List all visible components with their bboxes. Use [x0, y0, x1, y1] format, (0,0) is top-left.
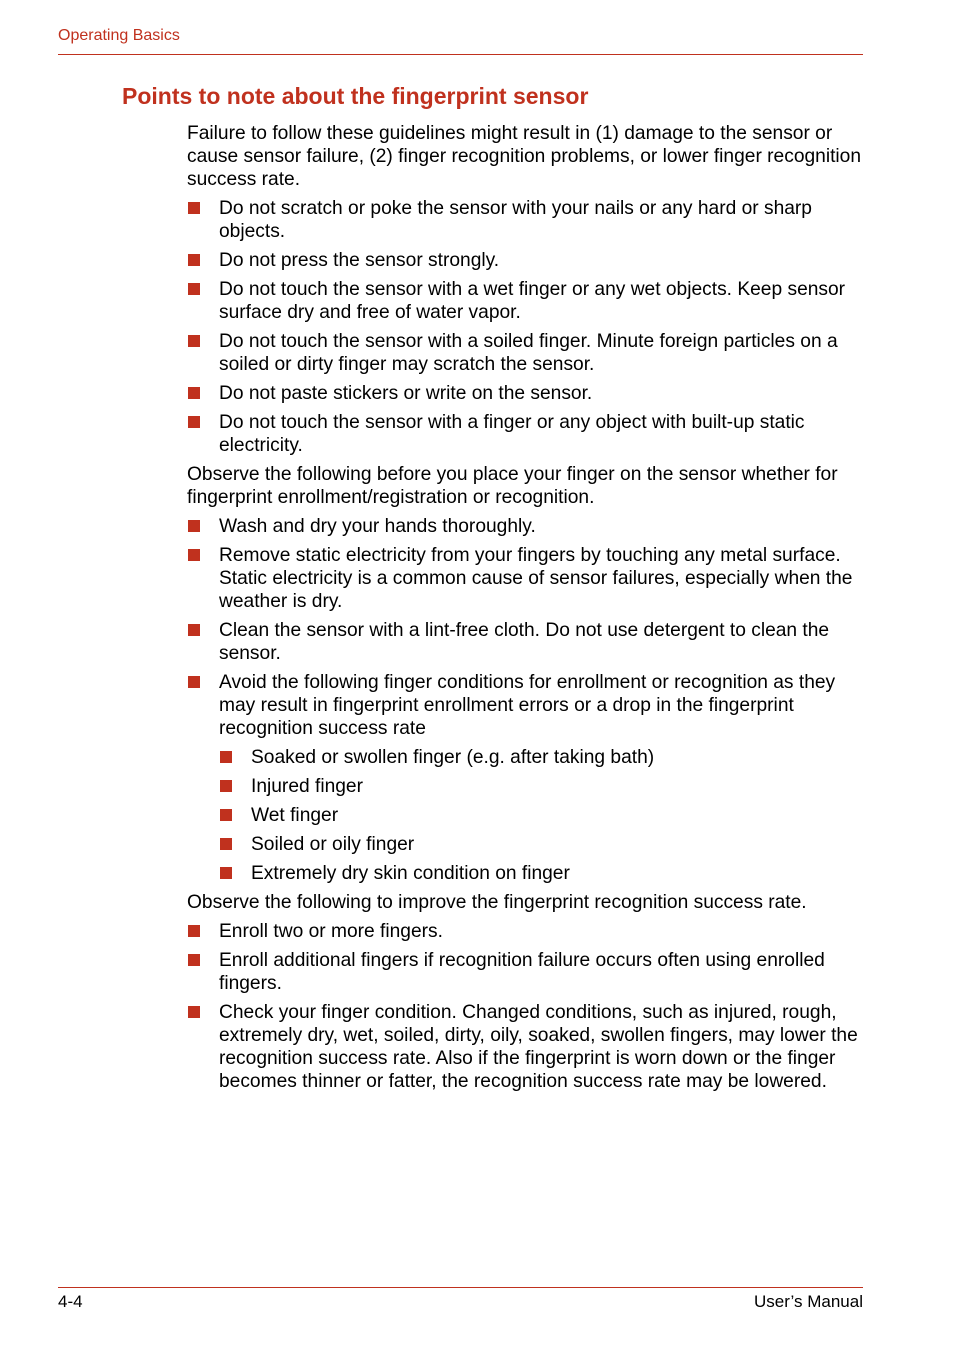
list-item-text: Do not press the sensor strongly.: [219, 250, 500, 271]
running-header: Operating Basics: [58, 27, 180, 44]
list-item-text: Avoid the following finger conditions for enrollment or recognition as they may result in fingerprint enrollment errors or a drop in the fingerprint recognition success rate: [219, 672, 836, 739]
sub-list-item: [219, 862, 863, 885]
footer-rule: [58, 1287, 863, 1288]
paragraph: Failure to follow these guidelines might result in (1) damage to the sensor or cause sensor failure, (2) finger recognition problems, or lower finger recognition success rate.: [187, 123, 862, 190]
square-bullet-icon: [220, 838, 232, 850]
list-item: [187, 249, 863, 272]
square-bullet-icon: [188, 925, 200, 937]
page-number: 4-4: [58, 1292, 83, 1311]
square-bullet-icon: [188, 283, 200, 295]
sub-bullet-list: [219, 746, 863, 885]
square-bullet-icon: [188, 1006, 200, 1018]
paragraph: Observe the following to improve the fingerprint recognition success rate.: [187, 892, 807, 913]
list-item-text: Enroll two or more fingers.: [219, 921, 443, 942]
list-item: [187, 278, 863, 324]
list-item: [187, 671, 863, 885]
sub-list-item: [219, 746, 863, 769]
list-item-text: Enroll additional fingers if recognition failure occurs often using enrolled fingers.: [219, 950, 825, 994]
list-item-text: Do not touch the sensor with a finger or any object with built-up static electricity.: [219, 412, 805, 456]
bullet-list: [187, 920, 863, 1093]
square-bullet-icon: [220, 867, 232, 879]
list-item: [187, 382, 863, 405]
sub-list-item: [219, 804, 863, 827]
bullet-list: [187, 197, 863, 457]
list-item-text: Do not scratch or poke the sensor with your nails or any hard or sharp objects.: [219, 198, 812, 242]
list-item: [187, 949, 863, 995]
list-item-text: Do not touch the sensor with a wet finger or any wet objects. Keep sensor surface dry and free of water vapor.: [219, 279, 846, 323]
sub-list-item: [219, 833, 863, 856]
sub-list-item-text: Soiled or oily finger: [251, 834, 415, 855]
list-item-text: Do not touch the sensor with a soiled finger. Minute foreign particles on a soiled or dirty finger may scratch the sensor.: [219, 331, 838, 375]
list-item: [187, 920, 863, 943]
bullet-list: [187, 515, 863, 885]
body-content: [187, 122, 863, 1099]
list-item-text: Check your finger condition. Changed conditions, such as injured, rough, extremely dry, wet, soiled, dirty, oily, soaked, swollen fingers, may lower the recognition success rate. Also if the fingerprint is worn down or the finger becomes thinner or fatter, the recognition success rate may be lowered.: [219, 1002, 858, 1092]
square-bullet-icon: [188, 202, 200, 214]
square-bullet-icon: [220, 809, 232, 821]
square-bullet-icon: [188, 549, 200, 561]
list-item-text: Do not paste stickers or write on the sensor.: [219, 383, 593, 404]
section-title: Points to note about the fingerprint sensor: [122, 83, 589, 109]
square-bullet-icon: [188, 954, 200, 966]
list-item: [187, 197, 863, 243]
square-bullet-icon: [188, 416, 200, 428]
list-item-text: Clean the sensor with a lint-free cloth. Do not use detergent to clean the sensor.: [219, 620, 830, 664]
manual-title: User’s Manual: [754, 1292, 863, 1311]
sub-list-item-text: Wet finger: [251, 805, 339, 826]
header-rule: [58, 54, 863, 55]
list-item: [187, 619, 863, 665]
square-bullet-icon: [188, 335, 200, 347]
square-bullet-icon: [220, 780, 232, 792]
square-bullet-icon: [188, 624, 200, 636]
sub-list-item-text: Extremely dry skin condition on finger: [251, 863, 570, 884]
sub-list-item-text: Soaked or swollen finger (e.g. after taking bath): [251, 747, 655, 768]
square-bullet-icon: [188, 254, 200, 266]
list-item-text: Wash and dry your hands thoroughly.: [219, 516, 536, 537]
list-item: [187, 515, 863, 538]
list-item: [187, 330, 863, 376]
list-item: [187, 544, 863, 613]
square-bullet-icon: [188, 520, 200, 532]
list-item: [187, 411, 863, 457]
sub-list-item: [219, 775, 863, 798]
list-item-text: Remove static electricity from your fingers by touching any metal surface. Static electricity is a common cause of sensor failures, especially when the weather is dry.: [219, 545, 853, 612]
paragraph: Observe the following before you place your finger on the sensor whether for fingerprint enrollment/registration or recognition.: [187, 464, 838, 508]
square-bullet-icon: [220, 751, 232, 763]
square-bullet-icon: [188, 387, 200, 399]
square-bullet-icon: [188, 676, 200, 688]
sub-list-item-text: Injured finger: [251, 776, 363, 797]
list-item: [187, 1001, 863, 1093]
